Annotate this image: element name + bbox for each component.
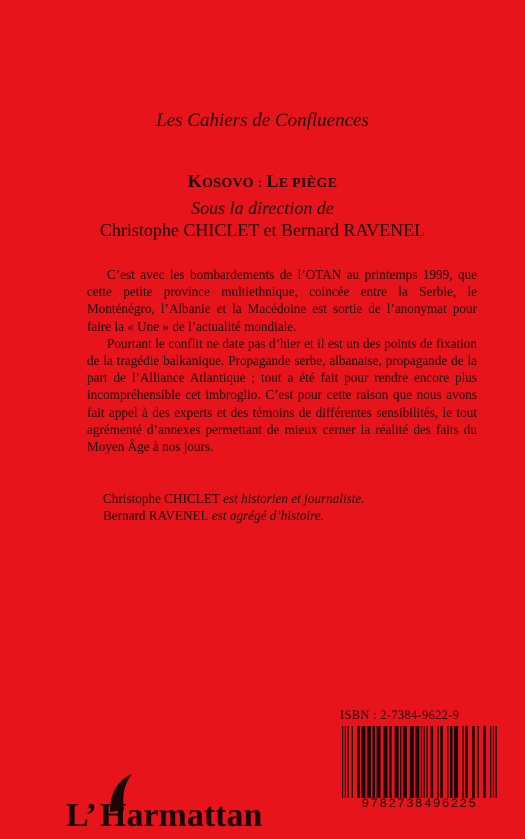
publisher-logo-graphic [66,770,326,830]
barcode-bar [372,726,375,798]
title-initial-2: L [266,171,279,191]
publisher-prefix: L’ [66,797,97,830]
barcode-bar [483,726,486,798]
bio-1-name: Christophe CHICLET [103,491,220,506]
barcode-bar [377,726,381,798]
barcode-bar [437,726,438,798]
barcode-bar [450,726,453,798]
barcode-bar [352,726,353,798]
barcode-bar [462,726,463,798]
barcode-bar [431,726,434,798]
barcode-bar [357,726,360,798]
publisher-name: Harmattan [100,797,263,830]
barcode-bar [454,726,458,798]
bio-2 [103,507,483,524]
barcode-bar [424,726,425,798]
barcode-bar [395,726,399,798]
blurb [87,266,477,455]
barcode-bar [447,726,448,798]
barcode-graphic [337,726,502,798]
barcode-bar [440,726,443,798]
barcode-bar [472,726,475,798]
barcode-bar [400,726,401,798]
barcode-bar [345,726,346,798]
barcode-number: 9782738496225 [361,797,478,811]
barcode-bar [367,726,371,798]
series-title: Les Cahiers de Confluences [156,110,369,131]
isbn: ISBN : 2-7384-9622-9 [340,708,460,722]
blurb-paragraph-2: Pourtant le conflit ne date pas d’hier et il est un des points de fixation de la tragédie balkanique. Propagande serbe, albanaise, propagande de la part de l’Alliance Atlantique ; tout a été fait pour rendre encore plus incompréhensible cet imbroglio. C’est pour cette raison que nous avons fait appel à des experts et des témoins de différentes sensibilités, le tout agrémenté d’annexes permettant de mieux cerner la réalité des faits du Moyen Âge à nos jours. [87,335,477,455]
barcode [337,726,502,798]
title-rest-1: OSOVO : [202,176,267,191]
barcode-bar [361,726,365,798]
bio-1 [103,490,483,507]
blurb-paragraph-1: C’est avec les bombardements de l’OTAN au printemps 1999, que cette petite province multiethnique, coincée entre la Serbie, le Monténégro, l’Albanie et la Macédoine est sortie de l’anonymat pour faire la « Une » de l’actualité mondiale. [87,267,477,334]
barcode-bar [496,726,497,798]
bio-2-text: est agrégé d’histoire. [208,508,324,523]
title-rest-2: E PIÈGE [278,176,338,191]
barcode-bar [342,726,343,798]
barcode-bar [415,726,419,798]
bio-1-text: est historien et journaliste. [219,491,365,506]
author-bios [103,490,483,524]
bio-2-name: Bernard RAVENEL [103,508,209,523]
publisher-logo [66,770,326,830]
barcode-bar [490,726,491,798]
book-title [0,171,525,192]
barcode-bar [389,726,392,798]
barcode-bar [403,726,407,798]
barcode-bar [478,726,479,798]
authors: Christophe CHICLET et Bernard RAVENEL [99,220,426,240]
barcode-bar [410,726,414,798]
title-initial-1: K [187,171,203,191]
barcode-bar [421,726,422,798]
direction-label: Sous la direction de [191,198,334,218]
barcode-bar [493,726,494,798]
barcode-bar [384,726,388,798]
barcode-bar [426,726,427,798]
barcode-bar [348,726,349,798]
barcode-bar [465,726,468,798]
